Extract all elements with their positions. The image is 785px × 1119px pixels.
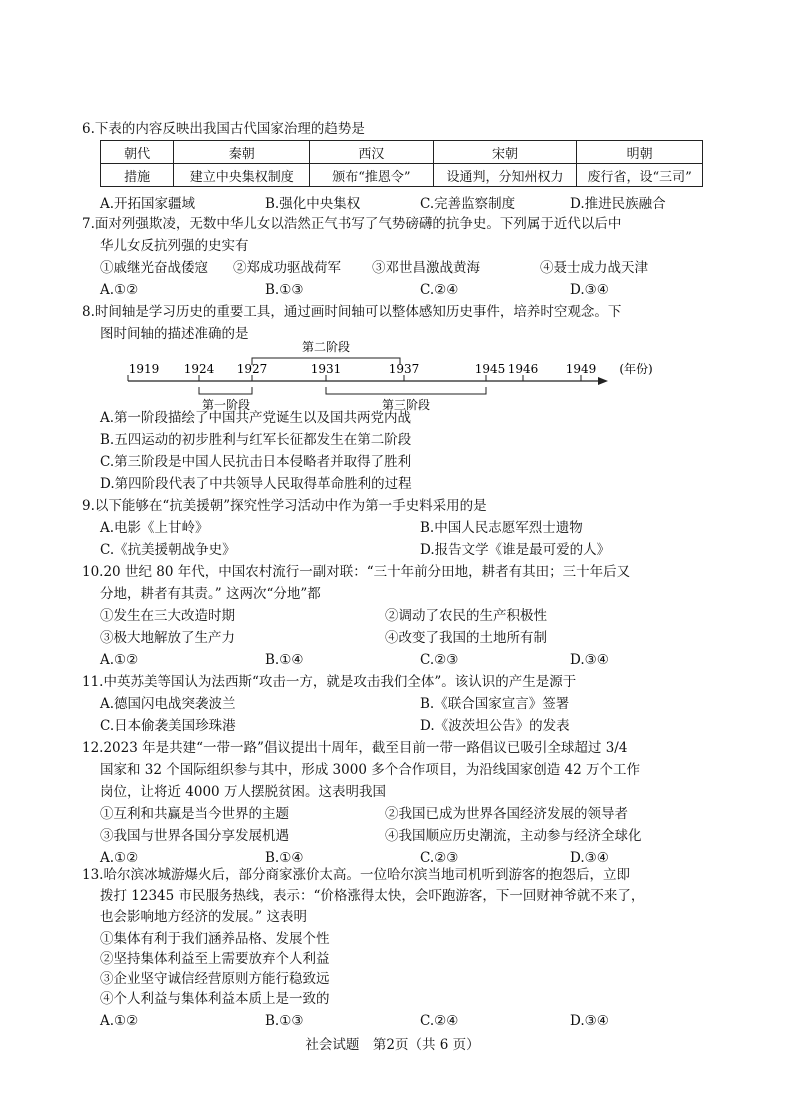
q13-option-a: A.①② xyxy=(100,1013,139,1029)
year-label: 1937 xyxy=(388,362,420,376)
q12-option-d: D.③④ xyxy=(570,850,609,866)
q8-option-b: B.五四运动的初步胜利与红军长征都发生在第二阶段 xyxy=(100,432,412,448)
q7-option-b: B.①③ xyxy=(265,282,304,298)
q10-option-a: A.①② xyxy=(100,652,139,668)
q13-stem-line-2: 拨打 12345 市民服务热线，表示：“价格涨得太快，会吓跑游客，下一回财神爷就不来了， xyxy=(100,888,645,904)
q6-option-c: C.完善监察制度 xyxy=(420,196,516,212)
table-cell: 宋朝 xyxy=(433,141,577,164)
q9-stem: 9.以下能够在“抗美援朝”探究性学习活动中作为第一手史料采用的是 xyxy=(82,498,487,514)
q12-stem-line-2: 国家和 32 个国际组织参与其中，形成 3000 多个合作项目，为沿线国家创造 42 万个工作 xyxy=(100,762,640,778)
q7-option-d: D.③④ xyxy=(570,282,609,298)
q10-item-1: ①发生在三大改造时期 xyxy=(100,608,235,624)
year-label: 1949 xyxy=(565,362,597,376)
table-cell: 朝代 xyxy=(101,141,174,164)
q10-stem-line-2: 分地，耕者有其责。” 这两次“分地”都 xyxy=(100,586,321,602)
year-label: 1919 xyxy=(128,362,160,376)
stage1-bracket xyxy=(199,387,252,394)
q10-stem-line-1: 10.20 世纪 80 年代，中国农村流行一副对联：“三十年前分田地，耕者有其田；三十年后又 xyxy=(82,564,631,580)
q11-option-c: C.日本偷袭美国珍珠港 xyxy=(100,718,236,734)
arrow-icon xyxy=(598,377,608,385)
year-label: 1945 xyxy=(474,362,506,376)
q6-option-d: D.推进民族融合 xyxy=(570,196,666,212)
unit-label: (年份) xyxy=(619,362,653,376)
q6-table xyxy=(100,140,703,187)
q7-option-a: A.①② xyxy=(100,282,139,298)
q10-item-3: ③极大地解放了生产力 xyxy=(100,630,235,646)
q9-option-c: C.《抗美援朝战争史》 xyxy=(100,542,236,558)
table-cell: 措施 xyxy=(101,164,174,187)
q12-stem-line-3: 岗位，让将近 4000 万人摆脱贫困。这表明我国 xyxy=(100,784,386,800)
table-cell: 颁布“推恩令” xyxy=(310,164,434,187)
q9-option-b: B.中国人民志愿军烈士遗物 xyxy=(420,520,583,536)
q7-item-1: ①戚继光奋战倭寇 xyxy=(100,260,208,276)
q12-item-1: ①互利和共赢是当今世界的主题 xyxy=(100,806,289,822)
page-footer: 社会试题 第2页（共 6 页） xyxy=(305,1037,480,1053)
stage2-label: 第二阶段 xyxy=(301,340,351,354)
stage1-label: 第一阶段 xyxy=(201,398,251,412)
q13-item-4: ④个人利益与集体利益本质上是一致的 xyxy=(100,991,330,1007)
q7-stem-line-1: 7.面对列强欺凌，无数中华儿女以浩然正气书写了气势磅礴的抗争史。下列属于近代以后中 xyxy=(82,216,622,232)
q8-option-a: A.第一阶段描绘了中国共产党诞生以及国共两党内战 xyxy=(100,410,412,426)
q11-stem: 11.中英苏美等国认为法西斯“攻击一方，就是攻击我们全体”。该认识的产生是源于 xyxy=(82,674,577,690)
q11-option-d: D.《波茨坦公告》的发表 xyxy=(420,718,570,734)
q13-stem-line-1: 13.哈尔滨冰城游爆火后，部分商家涨价太高。一位哈尔滨当地司机听到游客的抱怨后，立即 xyxy=(82,867,630,883)
q12-item-3: ③我国与世界各国分享发展机遇 xyxy=(100,828,289,844)
q7-item-3: ③邓世昌激战黄海 xyxy=(372,260,480,276)
q12-item-2: ②我国已成为世界各国经济发展的领导者 xyxy=(385,806,628,822)
q7-item-2: ②郑成功驱战荷军 xyxy=(233,260,341,276)
q13-option-d: D.③④ xyxy=(570,1013,609,1029)
q9-option-d: D.报告文学《谁是最可爱的人》 xyxy=(420,542,611,558)
q6-table-row-measure xyxy=(101,164,703,187)
year-label: 1931 xyxy=(310,362,342,376)
q10-item-4: ④改变了我国的土地所有制 xyxy=(385,630,547,646)
q8-option-c: C.第三阶段是中国人民抗击日本侵略者并取得了胜利 xyxy=(100,454,412,470)
q8-stem-line-1: 8.时间轴是学习历史的重要工具，通过画时间轴可以整体感知历史事件，培养时空观念。下 xyxy=(82,304,622,320)
q10-item-2: ②调动了农民的生产积极性 xyxy=(385,608,547,624)
table-cell: 废行省，设“三司” xyxy=(577,164,703,187)
q9-option-a: A.电影《上甘岭》 xyxy=(100,520,209,536)
q12-stem-line-1: 12.2023 年是共建“一带一路”倡议提出十周年，截至目前一带一路倡议已吸引全球超过 3/4 xyxy=(82,740,628,756)
q6-option-b: B.强化中央集权 xyxy=(265,196,361,212)
q7-option-c: C.②④ xyxy=(420,282,459,298)
table-cell: 建立中央集权制度 xyxy=(174,164,310,187)
table-cell: 西汉 xyxy=(310,141,434,164)
q11-option-b: B.《联合国家宣言》签署 xyxy=(420,696,570,712)
q13-item-1: ①集体有利于我们涵养品格、发展个性 xyxy=(100,931,330,947)
q12-item-4: ④我国顺应历史潮流，主动参与经济全球化 xyxy=(385,828,642,844)
table-cell: 明朝 xyxy=(577,141,703,164)
table-cell: 秦朝 xyxy=(174,141,310,164)
year-label: 1924 xyxy=(183,362,215,376)
q10-option-c: C.②③ xyxy=(420,652,459,668)
q12-option-c: C.②③ xyxy=(420,850,459,866)
q6-option-a: A.开拓国家疆域 xyxy=(100,196,196,212)
q12-option-b: B.①④ xyxy=(265,850,304,866)
q10-option-d: D.③④ xyxy=(570,652,609,668)
q10-option-b: B.①④ xyxy=(265,652,304,668)
stage3-label: 第三阶段 xyxy=(381,398,431,412)
q13-item-2: ②坚持集体利益至上需要放弃个人利益 xyxy=(100,951,330,967)
q6-table-row-dynasty xyxy=(101,141,703,164)
stage3-bracket xyxy=(326,387,486,394)
q13-stem-line-3: 也会影响地方经济的发展。” 这表明 xyxy=(100,909,307,925)
q7-item-4: ④聂士成力战天津 xyxy=(540,260,648,276)
q8-timeline xyxy=(100,337,660,415)
year-label: 1946 xyxy=(507,362,539,376)
q13-option-c: C.②④ xyxy=(420,1013,459,1029)
q13-option-b: B.①③ xyxy=(265,1013,304,1029)
table-cell: 设通判，分知州权力 xyxy=(433,164,577,187)
q11-option-a: A.德国闪电战突袭波兰 xyxy=(100,696,236,712)
q13-item-3: ③企业坚守诚信经营原则方能行稳致远 xyxy=(100,971,330,987)
q6-stem: 6.下表的内容反映出我国古代国家治理的趋势是 xyxy=(82,121,365,137)
q12-option-a: A.①② xyxy=(100,850,139,866)
q8-stem-line-2: 图时间轴的描述准确的是 xyxy=(100,326,249,342)
q7-stem-line-2: 华儿女反抗列强的史实有 xyxy=(100,238,249,254)
year-label: 1927 xyxy=(236,362,268,376)
q8-option-d: D.第四阶段代表了中共领导人民取得革命胜利的过程 xyxy=(100,476,412,492)
